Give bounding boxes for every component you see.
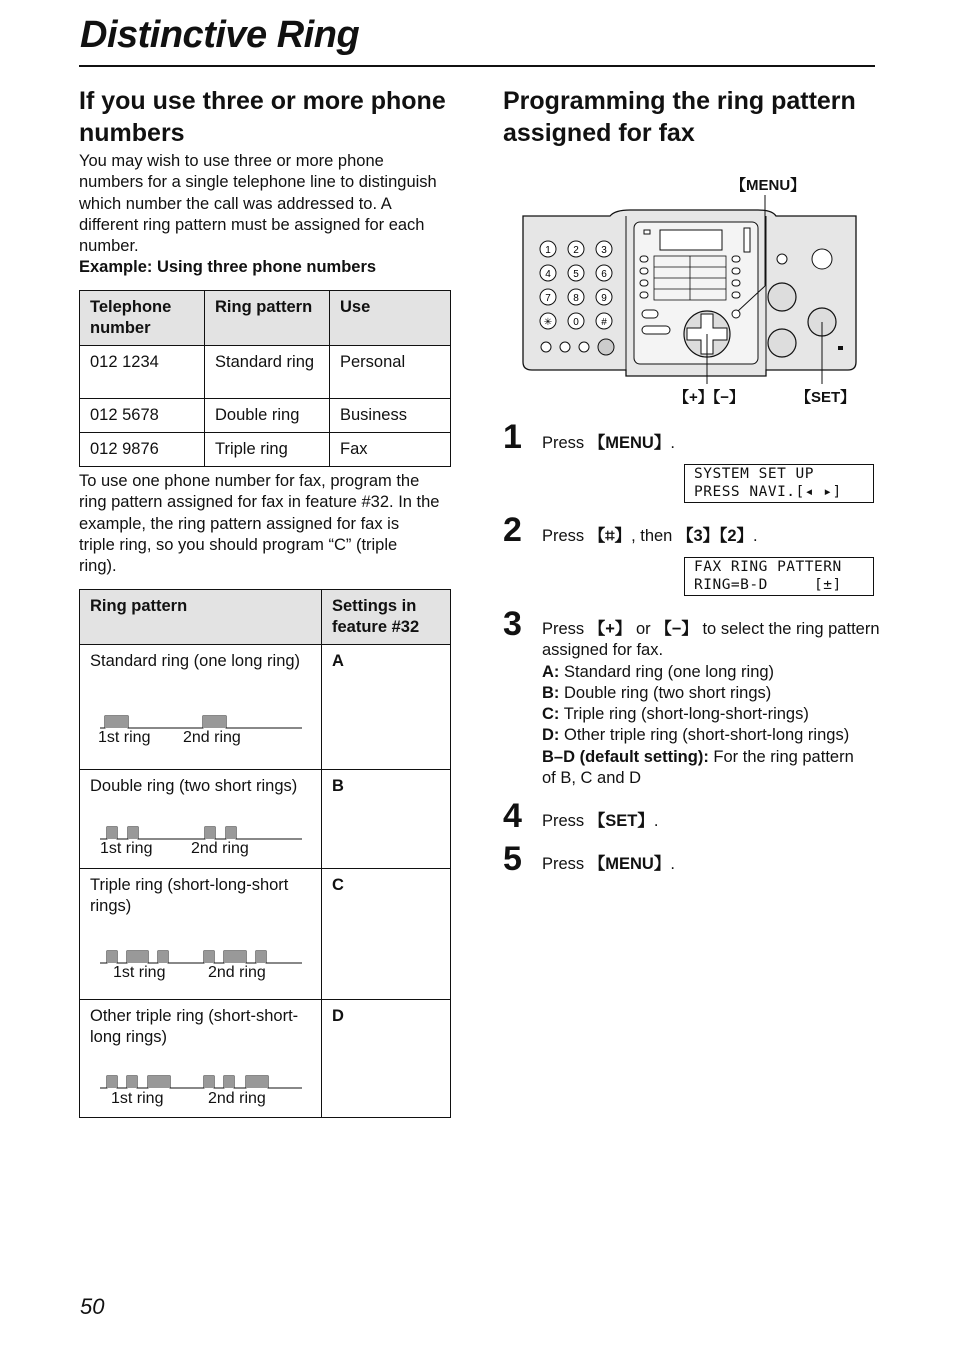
page-number: 50 bbox=[80, 1294, 105, 1319]
page-title: Distinctive Ring bbox=[80, 14, 360, 56]
step-1-text: Press 【MENU】. bbox=[542, 434, 675, 452]
phone-number-table bbox=[79, 290, 451, 467]
svg-text:7: 7 bbox=[545, 293, 551, 304]
step-number-2: 2 bbox=[503, 511, 522, 549]
menu-callout-label: 【MENU】 bbox=[731, 177, 806, 194]
lcd-display-step-2: FAX RING PATTERN RING=B-D [±] bbox=[684, 557, 874, 596]
table-row: 012 9876 Triple ring Fax bbox=[80, 433, 451, 467]
plus-minus-callout-label: 【+】【−】 bbox=[674, 389, 745, 406]
svg-text:1: 1 bbox=[545, 245, 551, 256]
section-heading-left: If you use three or more phone numbers bbox=[79, 87, 446, 147]
ring-waveform-double bbox=[98, 822, 304, 842]
svg-text:5: 5 bbox=[573, 269, 579, 280]
setting-a: A bbox=[332, 652, 344, 670]
svg-text:8: 8 bbox=[573, 293, 579, 304]
table-row: Standard ring (one long ring) 1st ring 2nd ring A bbox=[80, 645, 451, 770]
svg-text:2: 2 bbox=[573, 245, 579, 256]
table-row: Other triple ring (short-short-long rings) 1st ring 2nd ring D bbox=[80, 1000, 451, 1118]
step-number-1: 1 bbox=[503, 418, 522, 456]
step-5-text: Press 【MENU】. bbox=[542, 855, 675, 873]
option-d: D: Other triple ring (short-short-long rings) bbox=[542, 726, 850, 745]
ring-waveform-triple bbox=[98, 946, 304, 966]
table1-header-ring: Ring pattern bbox=[215, 298, 313, 316]
section-heading-right: Programming the ring pattern assigned for fax bbox=[503, 87, 856, 147]
option-a: A: Standard ring (one long ring) bbox=[542, 662, 775, 681]
table-row: 012 5678 Double ring Business bbox=[80, 399, 451, 433]
svg-text:4: 4 bbox=[545, 269, 551, 280]
setting-c: C bbox=[332, 876, 344, 894]
svg-text:#: # bbox=[601, 317, 607, 328]
fax-instructions-paragraph: To use one phone number for fax, program the ring pattern assigned for fax in feature #32. In the example, the ring pattern assigned for fax is triple ring, so you should program “C” (triple ring). bbox=[79, 472, 440, 576]
table1-header-telephone: Telephone number bbox=[90, 298, 172, 337]
svg-text:3: 3 bbox=[601, 245, 607, 256]
set-callout-label: 【SET】 bbox=[796, 389, 856, 406]
svg-text:9: 9 bbox=[601, 293, 607, 304]
setting-b: B bbox=[332, 777, 344, 795]
step-4-text: Press 【SET】. bbox=[542, 812, 659, 830]
table2-header-settings: Settings in feature #32 bbox=[332, 597, 420, 636]
fax-device-diagram bbox=[520, 190, 862, 384]
step-2-text: Press 【⌗】, then 【3】【2】. bbox=[542, 527, 758, 545]
option-b: B: Double ring (two short rings) bbox=[542, 683, 772, 702]
ring-waveform-standard bbox=[98, 711, 304, 731]
table-row: Triple ring (short-long-short rings) 1st ring 2nd ring C bbox=[80, 869, 451, 1000]
option-default: B–D (default setting): For the ring pattern bbox=[542, 747, 854, 766]
title-divider bbox=[79, 65, 875, 67]
svg-text:✳: ✳ bbox=[543, 317, 553, 328]
table-row: Double ring (two short rings) 1st ring 2nd ring B bbox=[80, 770, 451, 869]
svg-text:0: 0 bbox=[573, 317, 579, 328]
svg-text:6: 6 bbox=[601, 269, 607, 280]
ring-waveform-other-triple bbox=[98, 1071, 304, 1091]
example-label: Example: Using three phone numbers bbox=[79, 258, 377, 277]
setting-d: D bbox=[332, 1007, 344, 1025]
lcd-display-step-1: SYSTEM SET UP PRESS NAVI.[◂ ▸] bbox=[684, 464, 874, 503]
table1-header-use: Use bbox=[340, 298, 371, 316]
table-row: 012 1234 Standard ring Personal bbox=[80, 346, 451, 399]
step-number-4: 4 bbox=[503, 797, 522, 835]
table2-header-pattern: Ring pattern bbox=[90, 597, 188, 615]
step-number-3: 3 bbox=[503, 605, 522, 643]
intro-paragraph: You may wish to use three or more phone numbers for a single telephone line to distinguish which number the call was addressed to. A different ring pattern must be assigned for each number. Example: Using three phone numbers bbox=[79, 151, 459, 279]
step-number-5: 5 bbox=[503, 840, 522, 878]
step-3-text: Press 【+】 or 【−】 to select the ring pattern assigned for fax. A: Standard ring (one long ring) B: Double ring (two short rings) C: Triple ring (short-long-short-rings) D: Other triple ring (short-short-long rings) B–D (default setting): For the ring pattern of B, C and D bbox=[542, 619, 882, 789]
ring-pattern-table bbox=[79, 589, 451, 1118]
option-c: C: Triple ring (short-long-short-rings) bbox=[542, 705, 809, 724]
